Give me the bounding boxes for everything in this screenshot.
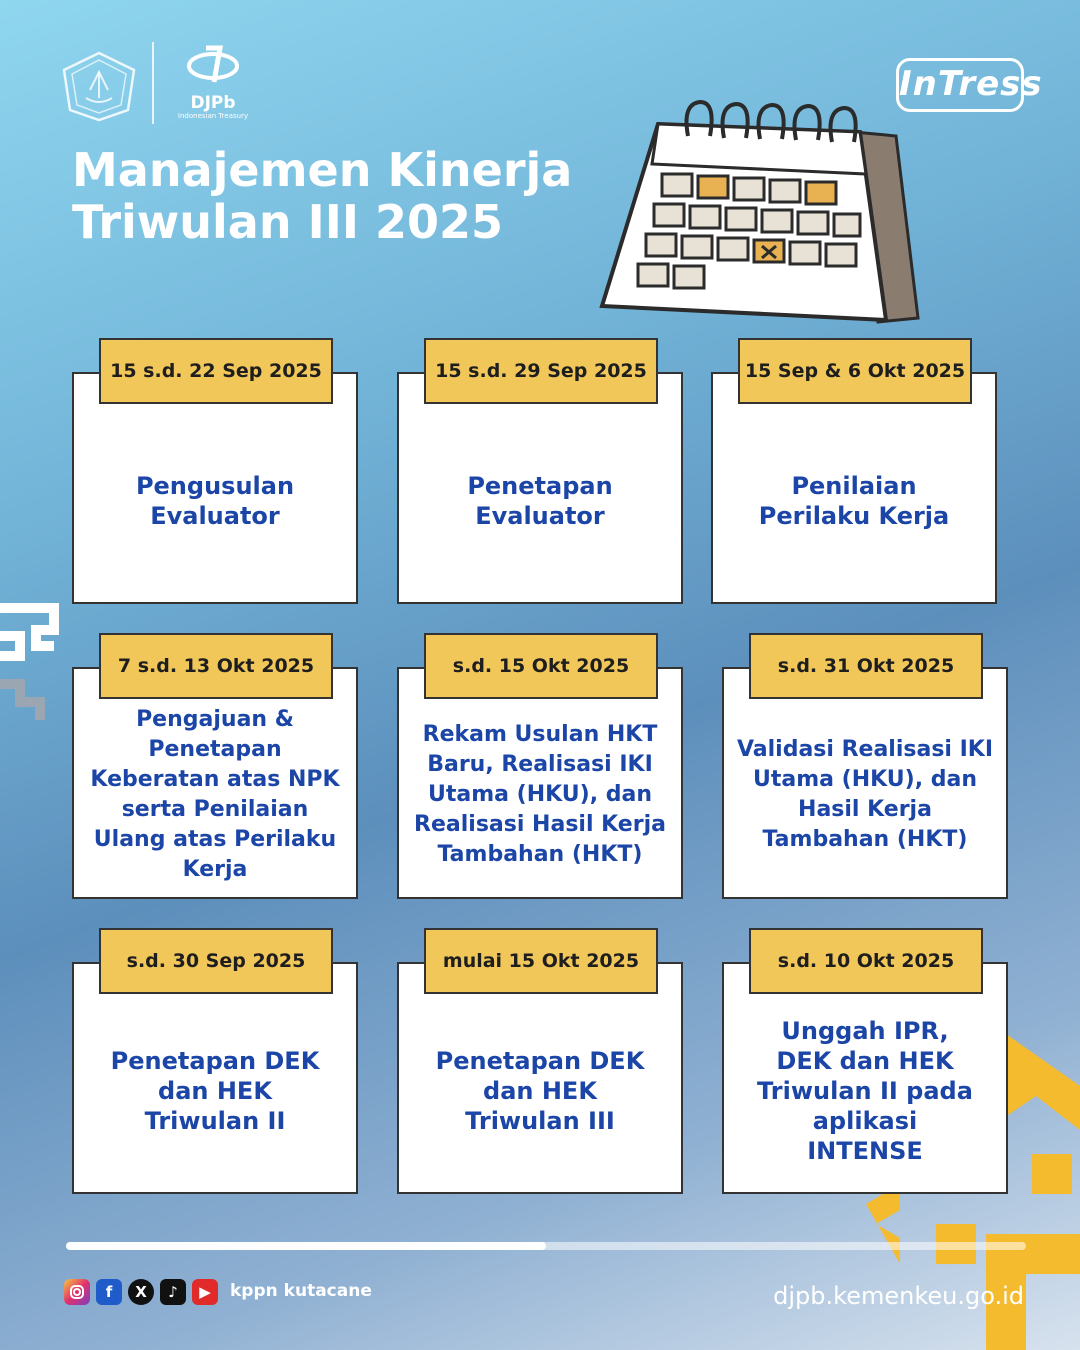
card-activity: Penetapan DEK dan HEK Triwulan III bbox=[435, 1047, 645, 1135]
djpb-tagline: Indonesian Treasury bbox=[177, 112, 249, 120]
card-activity: Unggah IPR, DEK dan HEK Triwulan II pada aplikasi INTENSE bbox=[757, 1017, 973, 1165]
card-date: s.d. 30 Sep 2025 bbox=[99, 928, 333, 994]
facebook-icon[interactable]: f bbox=[96, 1279, 122, 1305]
djpb-name: DJPb bbox=[190, 93, 236, 113]
card-date: 15 s.d. 29 Sep 2025 bbox=[424, 338, 658, 404]
card-date: s.d. 10 Okt 2025 bbox=[749, 928, 983, 994]
card-date: 15 s.d. 22 Sep 2025 bbox=[99, 338, 333, 404]
instagram-icon[interactable] bbox=[64, 1279, 90, 1305]
timeline-card-9 bbox=[722, 950, 1008, 1194]
tiktok-icon[interactable]: ♪ bbox=[160, 1279, 186, 1305]
card-activity: Penetapan Evaluator bbox=[467, 472, 613, 530]
timeline-card-3 bbox=[711, 360, 997, 604]
timeline-card-4 bbox=[72, 655, 358, 899]
timeline-card-2 bbox=[397, 360, 683, 604]
card-activity: Pengusulan Evaluator bbox=[135, 472, 295, 530]
left-chevron-decoration bbox=[0, 600, 66, 722]
card-activity: Pengajuan & Penetapan Keberatan atas NPK serta Penilaian Ulang atas Perilaku Kerja bbox=[90, 707, 340, 882]
timeline-card-6 bbox=[722, 655, 1008, 899]
footer-divider-highlight bbox=[66, 1242, 546, 1250]
djpb-mark-icon bbox=[184, 42, 242, 86]
social-handle: kppn kutacane bbox=[230, 1281, 372, 1301]
x-icon[interactable]: X bbox=[128, 1279, 154, 1305]
card-date: s.d. 15 Okt 2025 bbox=[424, 633, 658, 699]
timeline-card-1 bbox=[72, 360, 358, 604]
timeline-card-5 bbox=[397, 655, 683, 899]
card-activity: Penetapan DEK dan HEK Triwulan II bbox=[110, 1047, 320, 1135]
timeline-card-8 bbox=[397, 950, 683, 1194]
card-date: s.d. 31 Okt 2025 bbox=[749, 633, 983, 699]
logo-divider bbox=[152, 42, 154, 124]
card-date: 15 Sep & 6 Okt 2025 bbox=[738, 338, 972, 404]
calendar-illustration-icon bbox=[596, 92, 932, 332]
djpb-logo bbox=[168, 42, 258, 128]
page-title bbox=[72, 144, 632, 248]
title-line-1: Manajemen Kinerja bbox=[72, 143, 573, 197]
card-activity: Validasi Realisasi IKI Utama (HKU), dan Hasil Kerja Tambahan (HKT) bbox=[736, 737, 994, 852]
intress-logo: InTress bbox=[896, 58, 1024, 112]
card-date: mulai 15 Okt 2025 bbox=[424, 928, 658, 994]
card-date: 7 s.d. 13 Okt 2025 bbox=[99, 633, 333, 699]
social-icons bbox=[64, 1279, 218, 1305]
title-line-2: Triwulan III 2025 bbox=[72, 195, 503, 249]
youtube-icon[interactable]: ▶ bbox=[192, 1279, 218, 1305]
card-activity: Rekam Usulan HKT Baru, Realisasi IKI Utama (HKU), dan Realisasi Hasil Kerja Tambahan (HKT) bbox=[414, 722, 666, 867]
card-activity: Penilaian Perilaku Kerja bbox=[758, 472, 950, 530]
kemenkeu-emblem-icon bbox=[60, 50, 138, 122]
timeline-card-7 bbox=[72, 950, 358, 1194]
website-link[interactable]: djpb.kemenkeu.go.id bbox=[773, 1282, 1024, 1310]
